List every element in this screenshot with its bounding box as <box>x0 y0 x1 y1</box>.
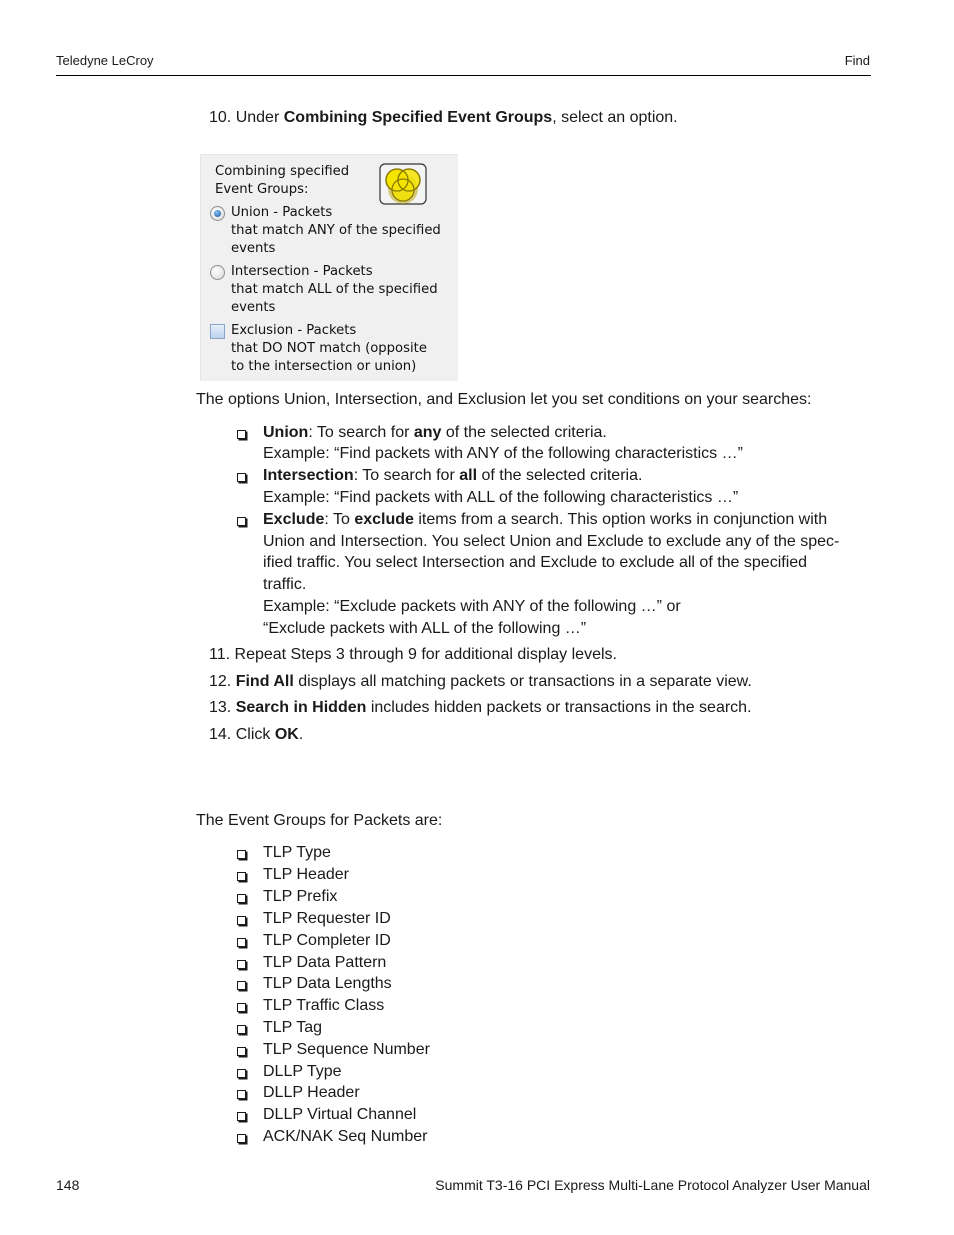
step-12: 12. Find All displays all matching packets or transactions in a separate view. <box>209 673 752 690</box>
panel-title-line2: Event Groups: <box>215 182 309 197</box>
bullet-box-icon <box>237 1112 246 1121</box>
bullet-box-icon <box>237 1047 246 1056</box>
header-left: Teledyne LeCroy <box>56 53 154 68</box>
venn-diagram-icon <box>379 163 427 205</box>
exclusion-label-1: Exclusion - Packets <box>231 323 357 338</box>
bullet-box-icon <box>237 430 246 439</box>
bullet-box-icon <box>237 517 246 526</box>
exclusion-label-3: to the intersection or union) <box>231 359 417 374</box>
bullet-box-icon <box>237 1090 246 1099</box>
bullet-box-icon <box>237 1134 246 1143</box>
intersection-label-2: that match ALL of the specified <box>231 282 438 297</box>
bullet-box-icon <box>237 981 246 990</box>
step-13: 13. Search in Hidden includes hidden packets or transactions in the search. <box>209 699 752 716</box>
union-radio[interactable] <box>210 206 225 221</box>
bullet-box-icon <box>237 960 246 969</box>
step-10: 10. Under Combining Specified Event Groups, select an option. <box>209 109 678 126</box>
bullet-box-icon <box>237 872 246 881</box>
options-intro: The options Union, Intersection, and Exclusion let you set conditions on your searches: <box>196 391 812 408</box>
bullet-box-icon <box>237 1025 246 1034</box>
intersection-label-1: Intersection - Packets <box>231 264 373 279</box>
bullet-box-icon <box>237 850 246 859</box>
step-11: 11. Repeat Steps 3 through 9 for additional display levels. <box>209 646 617 663</box>
bullet-box-icon <box>237 1003 246 1012</box>
exclusion-checkbox[interactable] <box>210 324 225 339</box>
panel-title-line1: Combining specified <box>215 164 350 179</box>
radio-selected-dot <box>214 210 221 217</box>
combining-groups-panel <box>200 154 458 381</box>
footer-page-number: 148 <box>56 1177 80 1193</box>
bullet-box-icon <box>237 1069 246 1078</box>
bullet-box-icon <box>237 916 246 925</box>
bullet-box-icon <box>237 894 246 903</box>
header-right: Find <box>844 53 870 68</box>
groups-intro: The Event Groups for Packets are: <box>196 812 443 829</box>
union-label-2: that match ANY of the specified <box>231 223 441 238</box>
bullet-box-icon <box>237 473 246 482</box>
exclusion-label-2: that DO NOT match (opposite <box>231 341 427 356</box>
bullet-box-icon <box>237 938 246 947</box>
intersection-radio[interactable] <box>210 265 225 280</box>
union-label-3: events <box>231 241 276 256</box>
union-label-1: Union - Packets <box>231 205 333 220</box>
header-rule <box>56 75 871 76</box>
intersection-label-3: events <box>231 300 276 315</box>
step-14: 14. Click OK. <box>209 726 304 743</box>
footer-title: Summit T3-16 PCI Express Multi-Lane Protocol Analyzer User Manual <box>435 1177 870 1193</box>
